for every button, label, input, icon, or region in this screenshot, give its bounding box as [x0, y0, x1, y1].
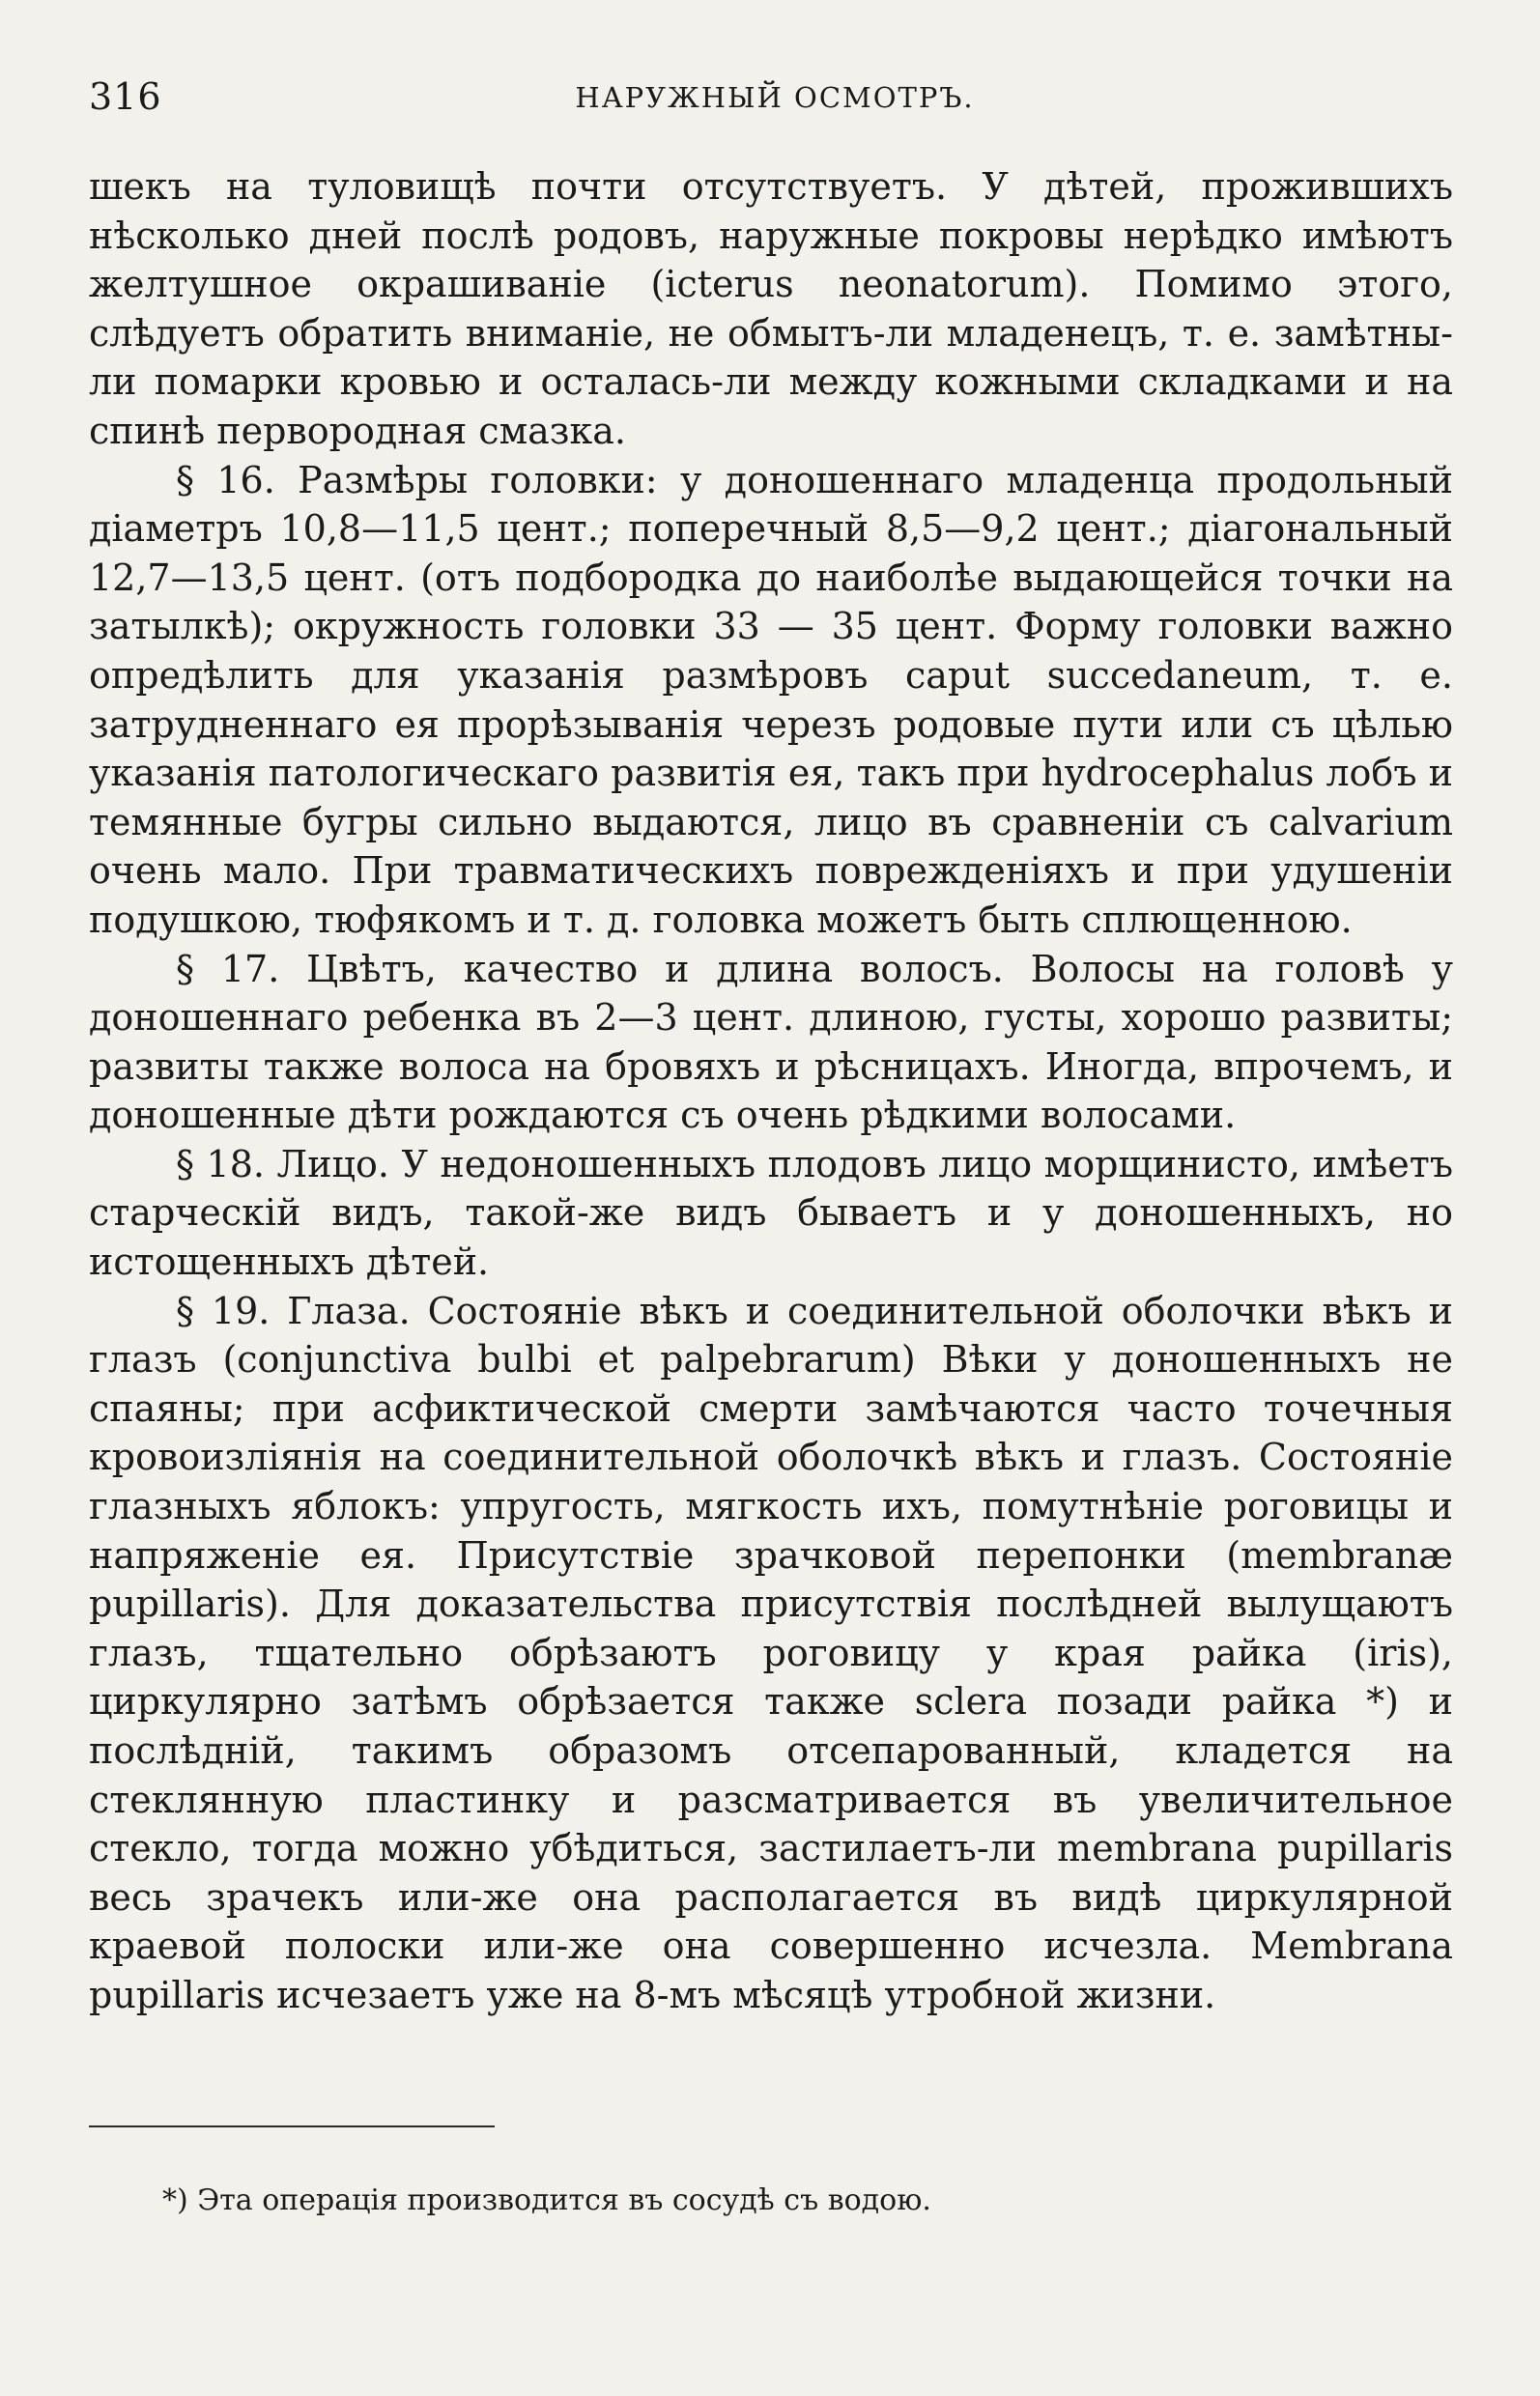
footnote: *) Эта операцiя производится въ сосудѣ съ водою. — [162, 2183, 931, 2217]
page-header — [89, 75, 1461, 133]
footnote-divider — [89, 2125, 495, 2127]
paragraph-section-17: § 17. Цвѣтъ, качество и длина волосъ. Волосы на головѣ у доношеннаго ребенка въ 2—3 цент. длиною, густы, хорошо развиты; развиты также волоса на бровяхъ и рѣсницахъ. Иногда, впрочемъ, и доношенные дѣти рождаются съ очень рѣдкими волосами. — [89, 947, 1453, 1137]
paragraph-continuation: шекъ на туловищѣ почти отсутствуетъ. У дѣтей, прожившихъ нѣсколько дней послѣ родовъ, наружные покровы нерѣдко имѣютъ желтушное окрашиванiе (icterus neonatorum). Помимо этого, слѣдуетъ обратить вниманiе, не обмытъ-ли младенецъ, т. е. замѣтны-ли помарки кровью и осталась-ли между кожными складками и на спинѣ первородная смазка. — [89, 165, 1453, 452]
body-text — [89, 162, 1453, 2020]
page-number: 316 — [89, 75, 162, 118]
paragraph-section-16: § 16. Размѣры головки: у доношеннаго младенца продольный дiаметръ 10,8—11,5 цент.; поперечный 8,5—9,2 цент.; дiагональный 12,7—13,5 цент. (отъ подбородка до наиболѣе выдающейся точки на затылкѣ); окружность головки 33 — 35 цент. Форму головки важно опредѣлить для указанiя размѣровъ caput succedaneum, т. е. затрудненнаго ея прорѣзыванiя черезъ родовые пути или съ цѣлью указанiя патологическаго развитiя ея, такъ при hydrocephalus лобъ и темянные бугры сильно выдаются, лицо въ сравненiи съ calvarium очень мало. При травматическихъ поврежденiяхъ и при удушенiи подушкою, тюфякомъ и т. д. головка можетъ быть сплющенною. — [89, 458, 1453, 941]
running-title: НАРУЖНЫЙ ОСМОТРЪ. — [575, 81, 975, 114]
paragraph-section-19: § 19. Глаза. Состоянiе вѣкъ и соединительной оболочки вѣкъ и глазъ (conjunctiva bulbi et palpebrarum) Вѣки у доношенныхъ не спаяны; при асфиктической смерти замѣчаются часто точечныя кровоизлiянiя на соединительной оболочкѣ вѣкъ и глазъ. Состоянiе глазныхъ яблокъ: упругость, мягкость ихъ, помутнѣнiе роговицы и напряженiе ея. Присутствiе зрачковой перепонки (membranæ pupillaris). Для доказательства присутствiя послѣдней вылущаютъ глазъ, тщательно обрѣзаютъ роговицу у края райка (iris), циркулярно затѣмъ обрѣзается также sclera позади райка *) и послѣднiй, такимъ образомъ отсепарованный, кладется на стеклянную пластинку и разсматривается въ увеличительное стекло, тогда можно убѣдиться, застилаетъ-ли membrana pupillaris весь зрачекъ или-же она располагается въ видѣ циркулярной краевой полоски или-же она совершенно исчезла. Membrana pupillaris исчезаетъ уже на 8-мъ мѣсяцѣ утробной жизни. — [89, 1289, 1453, 2016]
paragraph-section-18: § 18. Лицо. У недоношенныхъ плодовъ лицо морщинисто, имѣетъ старческiй видъ, такой-же видъ бываетъ и у доношенныхъ, но истощенныхъ дѣтей. — [89, 1142, 1453, 1284]
